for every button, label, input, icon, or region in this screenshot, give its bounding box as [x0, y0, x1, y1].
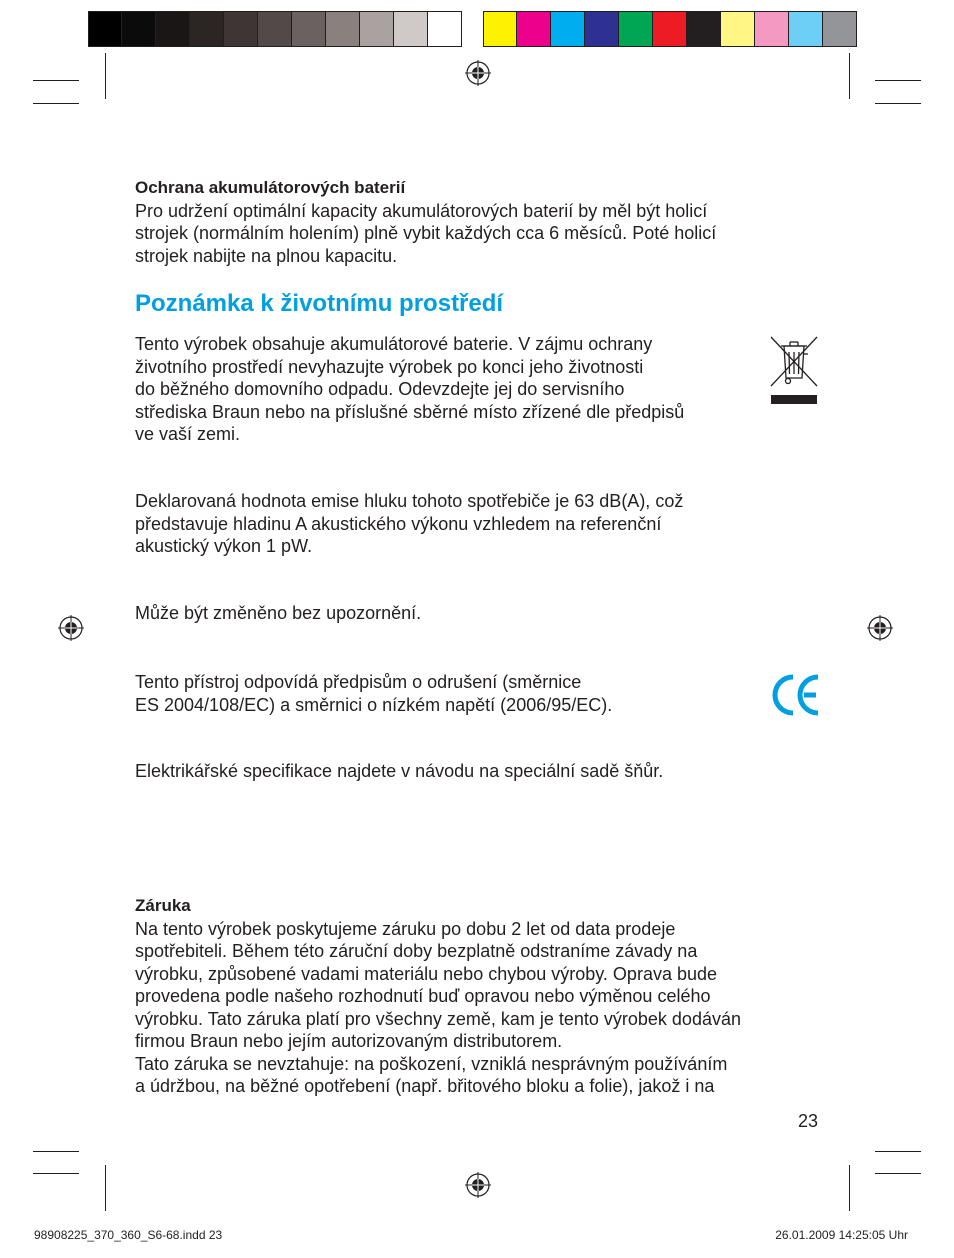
gray-swatch — [292, 11, 326, 47]
body-line: ve vaší zemi. — [135, 424, 241, 444]
crop-mark — [875, 103, 921, 104]
color-swatch — [653, 11, 687, 47]
gray-swatch — [224, 11, 258, 47]
crop-mark — [105, 53, 106, 99]
gray-swatch — [394, 11, 428, 47]
body-line: životního prostředí nevyhazujte výrobek po konci jeho životnosti — [135, 356, 644, 377]
color-swatch — [551, 11, 585, 47]
body-line: strojek nabijte na plnou kapacitu. — [135, 245, 398, 266]
body-line: provedena podle našeho rozhodnutí buď opravou nebo výměnou celého — [135, 986, 711, 1006]
crop-mark — [33, 103, 79, 104]
registration-target-icon — [58, 615, 84, 641]
color-swatch — [789, 11, 823, 47]
change-notice: Může být změněno bez upozornění. — [135, 603, 422, 623]
body-line: spotřebiteli. Během této záruční doby bezplatně odstraníme závady na — [135, 941, 698, 961]
gray-swatch — [360, 11, 394, 47]
crossed-out-wheelie-bin-icon — [768, 334, 820, 406]
body-line: Na tento výrobek poskytujeme záruku po dobu 2 let od data prodeje — [135, 918, 676, 939]
gray-swatch — [190, 11, 224, 47]
gray-swatch — [428, 11, 462, 47]
body-line: Tato záruka se nevztahuje: na poškození, vzniklá nesprávným používáním — [135, 1053, 728, 1074]
body-line: Tento přístroj odpovídá předpisům o odrušení (směrnice — [135, 672, 582, 692]
color-swatch — [721, 11, 755, 47]
crop-mark — [875, 1173, 921, 1174]
body-line: ES 2004/108/EC) a směrnici o nízkém napětí (2006/95/EC). — [135, 694, 613, 715]
warranty-section — [135, 895, 741, 1098]
body-line: firmou Braun nebo jejím autorizovaným distributorem. — [135, 1031, 563, 1051]
page-number: 23 — [798, 1111, 819, 1131]
body-line: do běžného domovního odpadu. Odevzdejte jej do servisního — [135, 379, 625, 399]
crop-mark — [105, 1165, 106, 1211]
slug-timestamp: 26.01.2009 14:25:05 Uhr — [775, 1228, 908, 1242]
crop-mark — [875, 80, 921, 81]
body-line: a údržbou, na běžné opotřebení (např. břitového bloku a folie), jakož i na — [135, 1076, 715, 1096]
body-line: Pro udržení optimální kapacity akumulátorových baterií by měl být holicí — [135, 200, 708, 221]
body-line: výrobku, způsobené vadami materiálu nebo chybou výroby. Oprava bude — [135, 963, 718, 984]
body-line: strojek (normálním holením) plně vybit každých cca 6 měsíců. Poté holicí — [135, 223, 717, 243]
body-line: Deklarovaná hodnota emise hluku tohoto spotřebiče je 63 dB(A), což — [135, 491, 684, 511]
warranty-heading: Záruka — [135, 896, 191, 915]
color-swatch — [483, 11, 517, 47]
body-line: střediska Braun nebo na příslušné sběrné místo zřízené dle předpisů — [135, 401, 685, 422]
ce-section — [135, 671, 612, 716]
crop-mark — [849, 1165, 850, 1211]
registration-target-icon — [867, 615, 893, 641]
gray-swatch — [156, 11, 190, 47]
ce-mark-icon — [770, 671, 822, 719]
color-calibration-bar — [483, 11, 857, 47]
body-line: představuje hladinu A akustického výkonu vzhledem na referenční — [135, 513, 662, 534]
electrical-spec-note: Elektrikářské specifikace najdete v návodu na speciální sadě šňůr. — [135, 761, 664, 781]
crop-mark — [875, 1151, 921, 1152]
gray-calibration-bar — [88, 11, 462, 47]
body-line: výrobku. Tato záruka platí pro všechny země, kam je tento výrobek dodáván — [135, 1008, 741, 1029]
crop-mark — [33, 80, 79, 81]
body-line: Tento výrobek obsahuje akumulátorové baterie. V zájmu ochrany — [135, 334, 653, 354]
color-swatch — [517, 11, 551, 47]
crop-mark — [33, 1151, 79, 1152]
color-swatch — [619, 11, 653, 47]
gray-swatch — [258, 11, 292, 47]
environment-title: Poznámka k životnímu prostředí — [135, 290, 504, 317]
color-swatch — [585, 11, 619, 47]
battery-heading: Ochrana akumulátorových baterií — [135, 178, 406, 197]
body-line: akustický výkon 1 pW. — [135, 536, 313, 556]
gray-swatch — [122, 11, 156, 47]
color-swatch — [755, 11, 789, 47]
environment-section — [135, 333, 684, 446]
registration-target-icon — [465, 60, 491, 86]
noise-section — [135, 490, 683, 558]
slug-filename: 98908225_370_360_S6-68.indd 23 — [34, 1228, 223, 1242]
gray-swatch — [88, 11, 122, 47]
gray-swatch — [326, 11, 360, 47]
color-swatch — [687, 11, 721, 47]
registration-target-icon — [465, 1172, 491, 1198]
crop-mark — [849, 53, 850, 99]
crop-mark — [33, 1173, 79, 1174]
color-swatch — [823, 11, 857, 47]
battery-section — [135, 177, 716, 267]
